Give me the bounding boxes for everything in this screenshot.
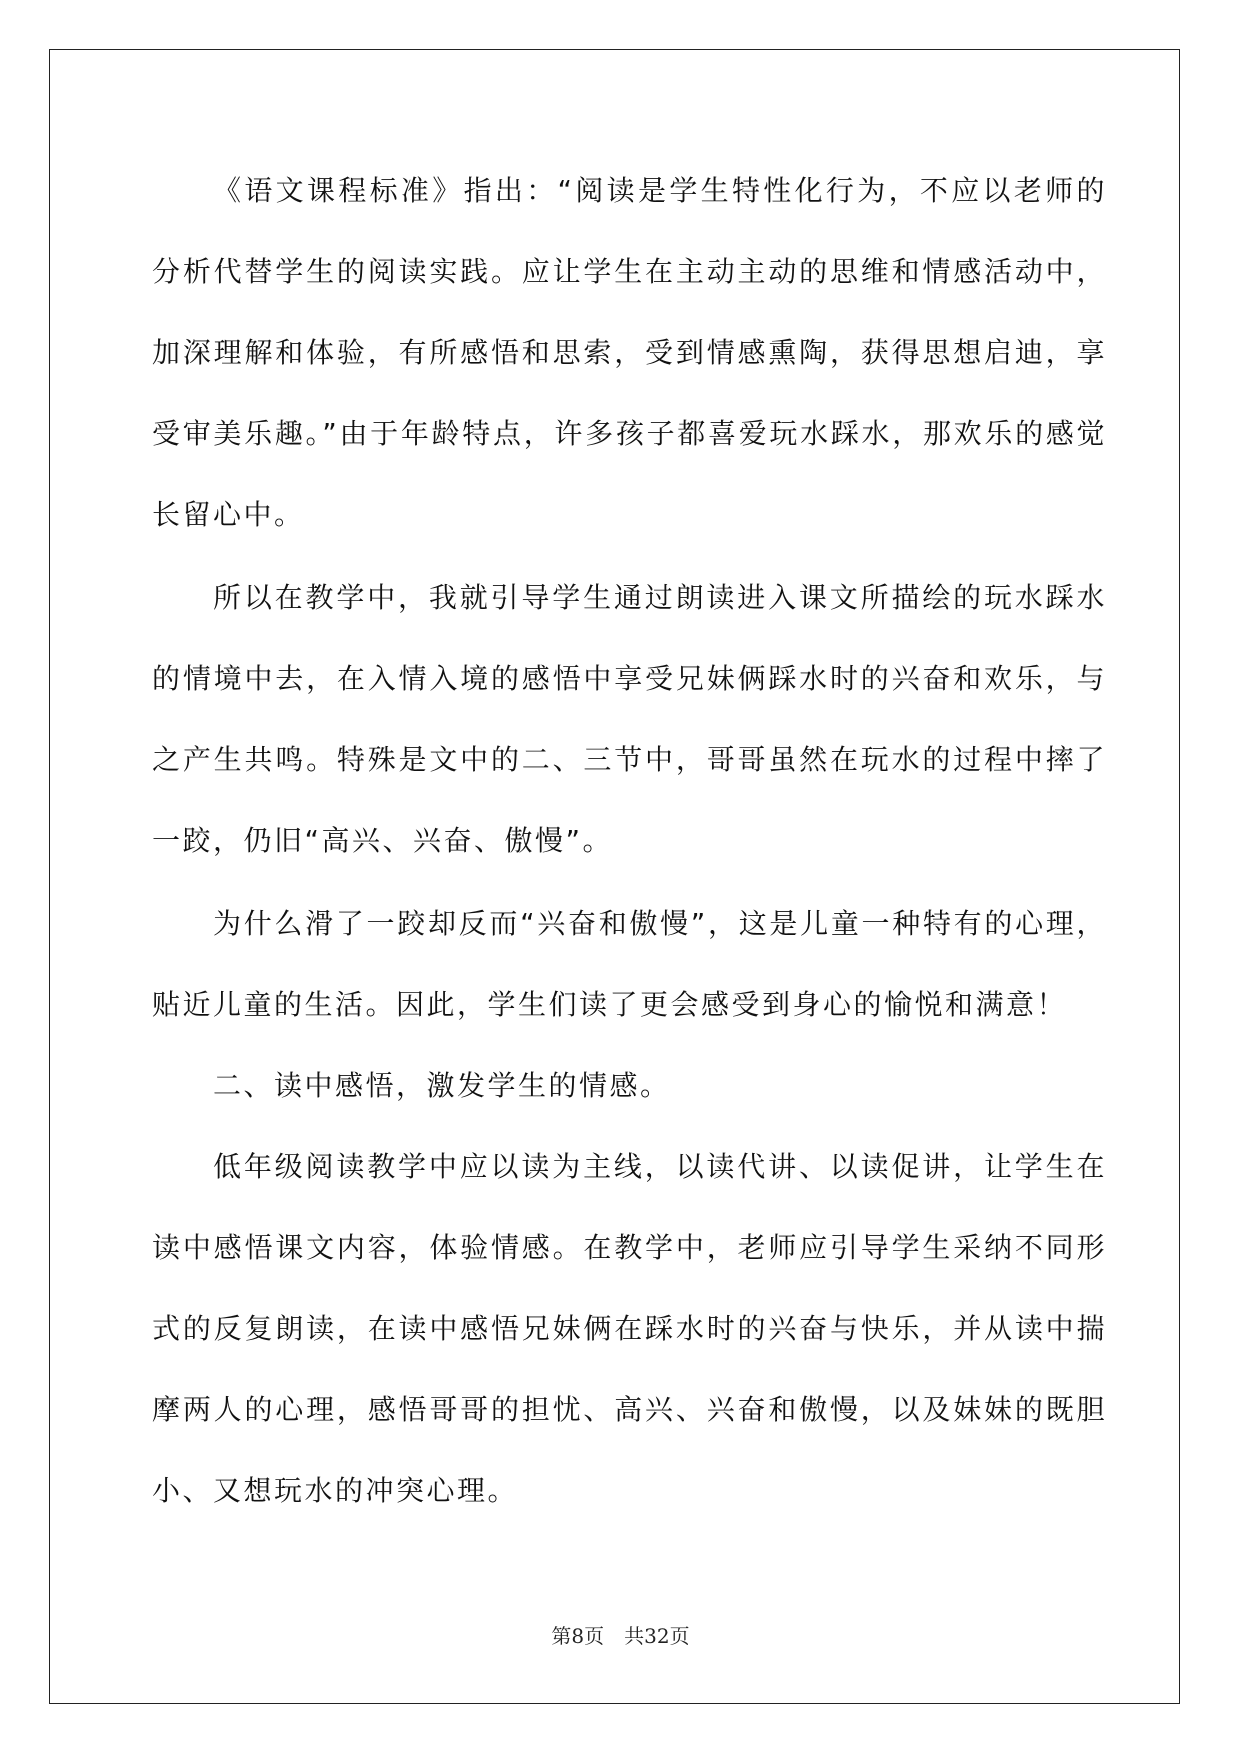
section-heading: 二、读中感悟，激发学生的情感。: [213, 1069, 671, 1102]
body-paragraph: 所以在教学中，我就引导学生通过朗读进入课文所描绘的玩水踩水的情境中去，在入情入境的感悟中享受兄妹俩踩水时的兴奋和欢乐，与之产生共鸣。特殊是文中的二、三节中，哥哥虽然在玩水的过程中摔了一跤，仍旧“高兴、兴奋、傲慢”。: [152, 581, 1107, 857]
page-number: 第8页: [551, 1624, 605, 1648]
page-total: 共32页: [624, 1624, 690, 1648]
body-paragraph: 为什么滑了一跤却反而“兴奋和傲慢”，这是儿童一种特有的心理，贴近儿童的生活。因此，学生们读了更会感受到身心的愉悦和满意！: [152, 907, 1107, 1021]
body-paragraph: 低年级阅读教学中应以读为主线，以读代讲、以读促讲，让学生在读中感悟课文内容，体验情感。在教学中，老师应引导学生采纳不同形式的反复朗读，在读中感悟兄妹俩在踩水时的兴奋与快乐，并从读中揣摩两人的心理，感悟哥哥的担忧、高兴、兴奋和傲慢，以及妹妹的既胆小、又想玩水的冲突心理。: [152, 1150, 1107, 1507]
body-paragraph: 《语文课程标准》指出：“阅读是学生特性化行为，不应以老师的分析代替学生的阅读实践。应让学生在主动主动的思维和情感活动中，加深理解和体验，有所感悟和思索，受到情感熏陶，获得思想启迪，享受审美乐趣。”由于年龄特点，许多孩子都喜爱玩水踩水，那欢乐的感觉长留心中。: [152, 174, 1107, 531]
page-footer: [0, 1620, 1241, 1649]
